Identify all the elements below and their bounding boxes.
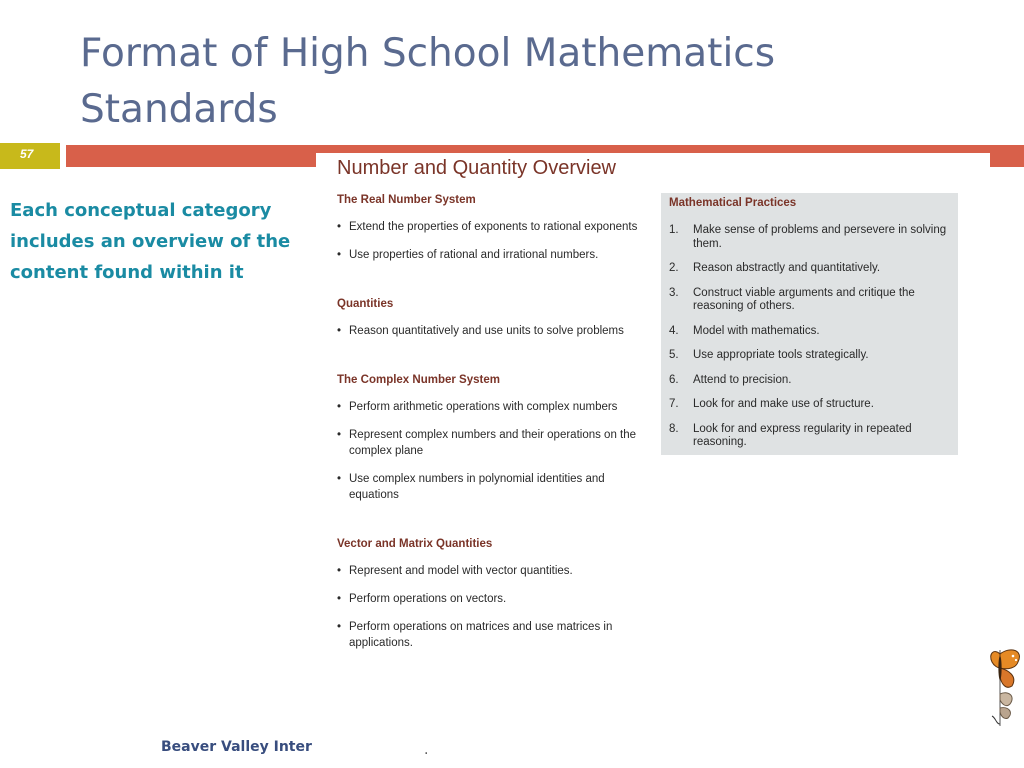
bullet-item: • Use complex numbers in polynomial identities and equations xyxy=(337,471,642,503)
section-heading: The Complex Number System xyxy=(337,374,500,386)
practices-list xyxy=(669,224,951,461)
practice-number: 7. xyxy=(669,398,679,410)
practice-number: 1. xyxy=(669,224,679,236)
practice-number: 3. xyxy=(669,286,679,299)
section-vector-matrix-quantities xyxy=(337,537,642,651)
practice-text: Construct viable arguments and critique the reasoning of others. xyxy=(693,286,915,312)
practice-text: Make sense of problems and persevere in solving them. xyxy=(693,224,947,250)
section-heading: Vector and Matrix Quantities xyxy=(337,538,493,550)
section-heading: The Real Number System xyxy=(337,194,476,206)
domains-column xyxy=(337,193,642,685)
section-heading: Quantities xyxy=(337,298,394,310)
bullet-item: • Perform arithmetic operations with complex numbers xyxy=(337,399,642,415)
practice-item xyxy=(669,325,951,339)
section-quantities xyxy=(337,297,642,339)
practice-item xyxy=(669,398,951,412)
practice-item xyxy=(669,224,951,251)
bullet-item: • Use properties of rational and irrational numbers. xyxy=(337,247,642,263)
practice-item xyxy=(669,349,951,363)
practice-number: 5. xyxy=(669,349,679,361)
practice-item xyxy=(669,423,951,450)
practice-number: 2. xyxy=(669,262,679,274)
slide-number: 57 xyxy=(20,147,34,161)
practice-text: Reason abstractly and quantitatively. xyxy=(693,262,881,274)
bullet-item: • Reason quantitatively and use units to solve problems xyxy=(337,323,642,339)
bullet-list xyxy=(337,323,642,339)
practice-text: Model with mathematics. xyxy=(693,324,820,337)
bullet-item: • Represent complex numbers and their operations on the complex plane xyxy=(337,427,642,459)
mathematical-practices-box xyxy=(661,193,958,455)
practice-number: 6. xyxy=(669,373,679,386)
practice-text: Look for and express regularity in repeated reasoning. xyxy=(693,422,912,448)
practice-item xyxy=(669,374,951,388)
practice-text: Attend to precision. xyxy=(693,373,792,386)
practice-number: 8. xyxy=(669,422,679,435)
document-title: Number and Quantity Overview xyxy=(337,157,617,179)
bullet-item: • Extend the properties of exponents to rational exponents xyxy=(337,219,642,235)
bullet-item: • Perform operations on vectors. xyxy=(337,591,642,607)
embedded-document xyxy=(316,153,990,768)
footer-dot: . xyxy=(424,742,429,758)
slide-title: Format of High School Mathematics Standards xyxy=(80,31,776,132)
bullet-list xyxy=(337,399,642,503)
practice-number: 4. xyxy=(669,324,679,337)
bullet-list xyxy=(337,563,642,651)
footer-text: Beaver Valley Inter xyxy=(161,739,312,755)
butterfly-icon xyxy=(986,646,1024,728)
bullet-list xyxy=(337,219,642,263)
section-real-number-system xyxy=(337,193,642,263)
practice-text: Use appropriate tools strategically. xyxy=(693,349,869,361)
practice-text: Look for and make use of structure. xyxy=(693,398,874,410)
slide-caption: Each conceptual category includes an overview of the content found within it xyxy=(10,200,291,283)
bullet-item: • Represent and model with vector quantities. xyxy=(337,563,642,579)
section-complex-number-system xyxy=(337,373,642,503)
practice-item xyxy=(669,262,951,276)
bullet-item: • Perform operations on matrices and use matrices in applications. xyxy=(337,619,642,651)
practice-item xyxy=(669,287,951,314)
practices-heading: Mathematical Practices xyxy=(669,197,797,209)
